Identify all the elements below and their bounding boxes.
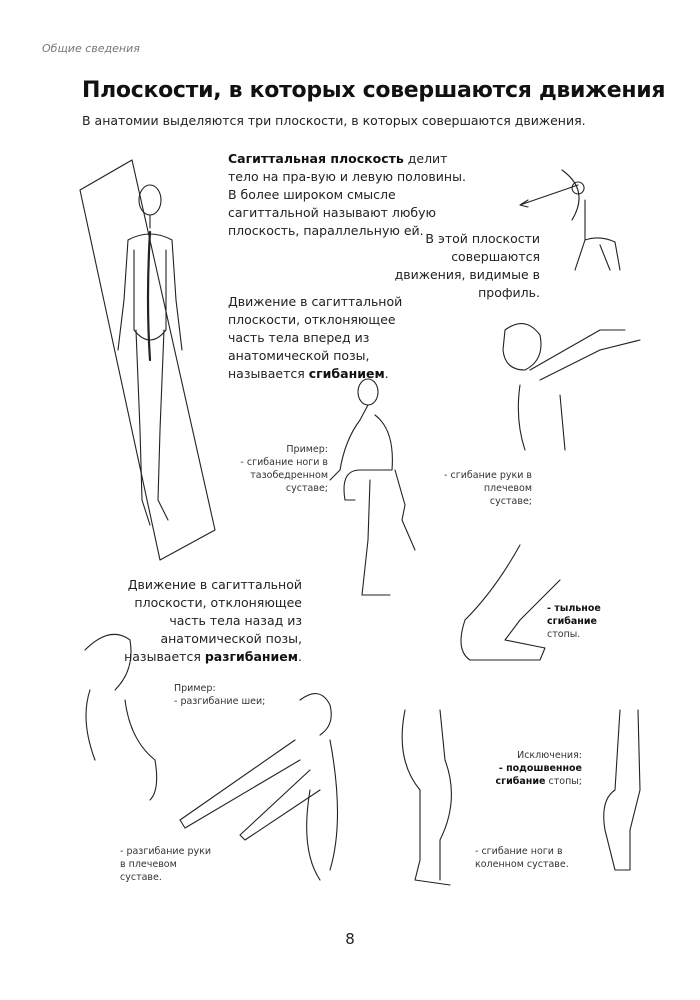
extension-text: Движение в сагиттальной плоскости, отклоняющее часть тела назад из анатомической позы, называется [124, 577, 302, 664]
sagittal-definition [228, 150, 473, 240]
sagittal-term: Сагиттальная плоскость [228, 151, 404, 166]
profile-note: В этой плоскости совершаются движения, видимые в профиль. [394, 231, 540, 300]
dorsiflexion-term: - тыльное сгибание [547, 603, 601, 627]
exceptions-heading: Исключения: [517, 750, 582, 761]
dorsiflexion-foot [461, 545, 560, 660]
flexion-example-foot [547, 602, 632, 641]
lead-paragraph: В анатомии выделяются три плоскости, в которых совершаются движения. [82, 113, 586, 128]
extension-definition [116, 576, 302, 666]
dorsiflexion-rest: стопы. [547, 629, 581, 640]
sagittal-definition-text: делит тело на пра-вую и левую половины. В более широком смысле сагиттальной называют любую плоскость, параллельную ей. [228, 151, 466, 238]
running-header: Общие сведения [42, 42, 140, 55]
extension-exceptions [492, 749, 582, 788]
example-hip-text: - сгибание ноги в тазобедренном суставе; [240, 457, 328, 494]
plantar-flexion-rest: стопы; [545, 776, 582, 787]
flexion-example-shoulder: - сгибание руки в плечевом суставе; [444, 470, 532, 507]
flexion-end: . [384, 366, 389, 381]
example-neck-text: - разгибание шеи; [174, 696, 266, 707]
sagittal-plane-figure [80, 160, 215, 560]
knee-flexion-leg [402, 710, 451, 885]
arms-raised-figure [503, 324, 640, 450]
flexion-example-hip [232, 443, 328, 495]
extension-example-neck [174, 682, 274, 708]
flexion-term: сгибанием [308, 366, 385, 381]
flexion-text: Движение в сагиттальной плоскости, отклоняющее часть тела вперед из анатомической позы, называется [228, 294, 403, 381]
page-title: Плоскости, в которых совершаются движения [82, 78, 666, 103]
extension-term: разгибанием [204, 649, 299, 664]
flexion-definition [228, 293, 428, 383]
example-heading: Пример: [286, 444, 328, 455]
extension-example-shoulder: - разгибание руки в плечевом суставе. [120, 846, 212, 883]
page-number: 8 [345, 930, 355, 948]
exception-knee: - сгибание ноги в коленном суставе. [475, 846, 569, 870]
extension-end: . [298, 649, 302, 664]
example-heading: Пример: [174, 683, 216, 694]
plantar-flexion-term: - подошвенное сгибание [495, 763, 582, 787]
plantar-flexion-foot [604, 710, 640, 870]
hip-flexion-figure [330, 379, 415, 595]
